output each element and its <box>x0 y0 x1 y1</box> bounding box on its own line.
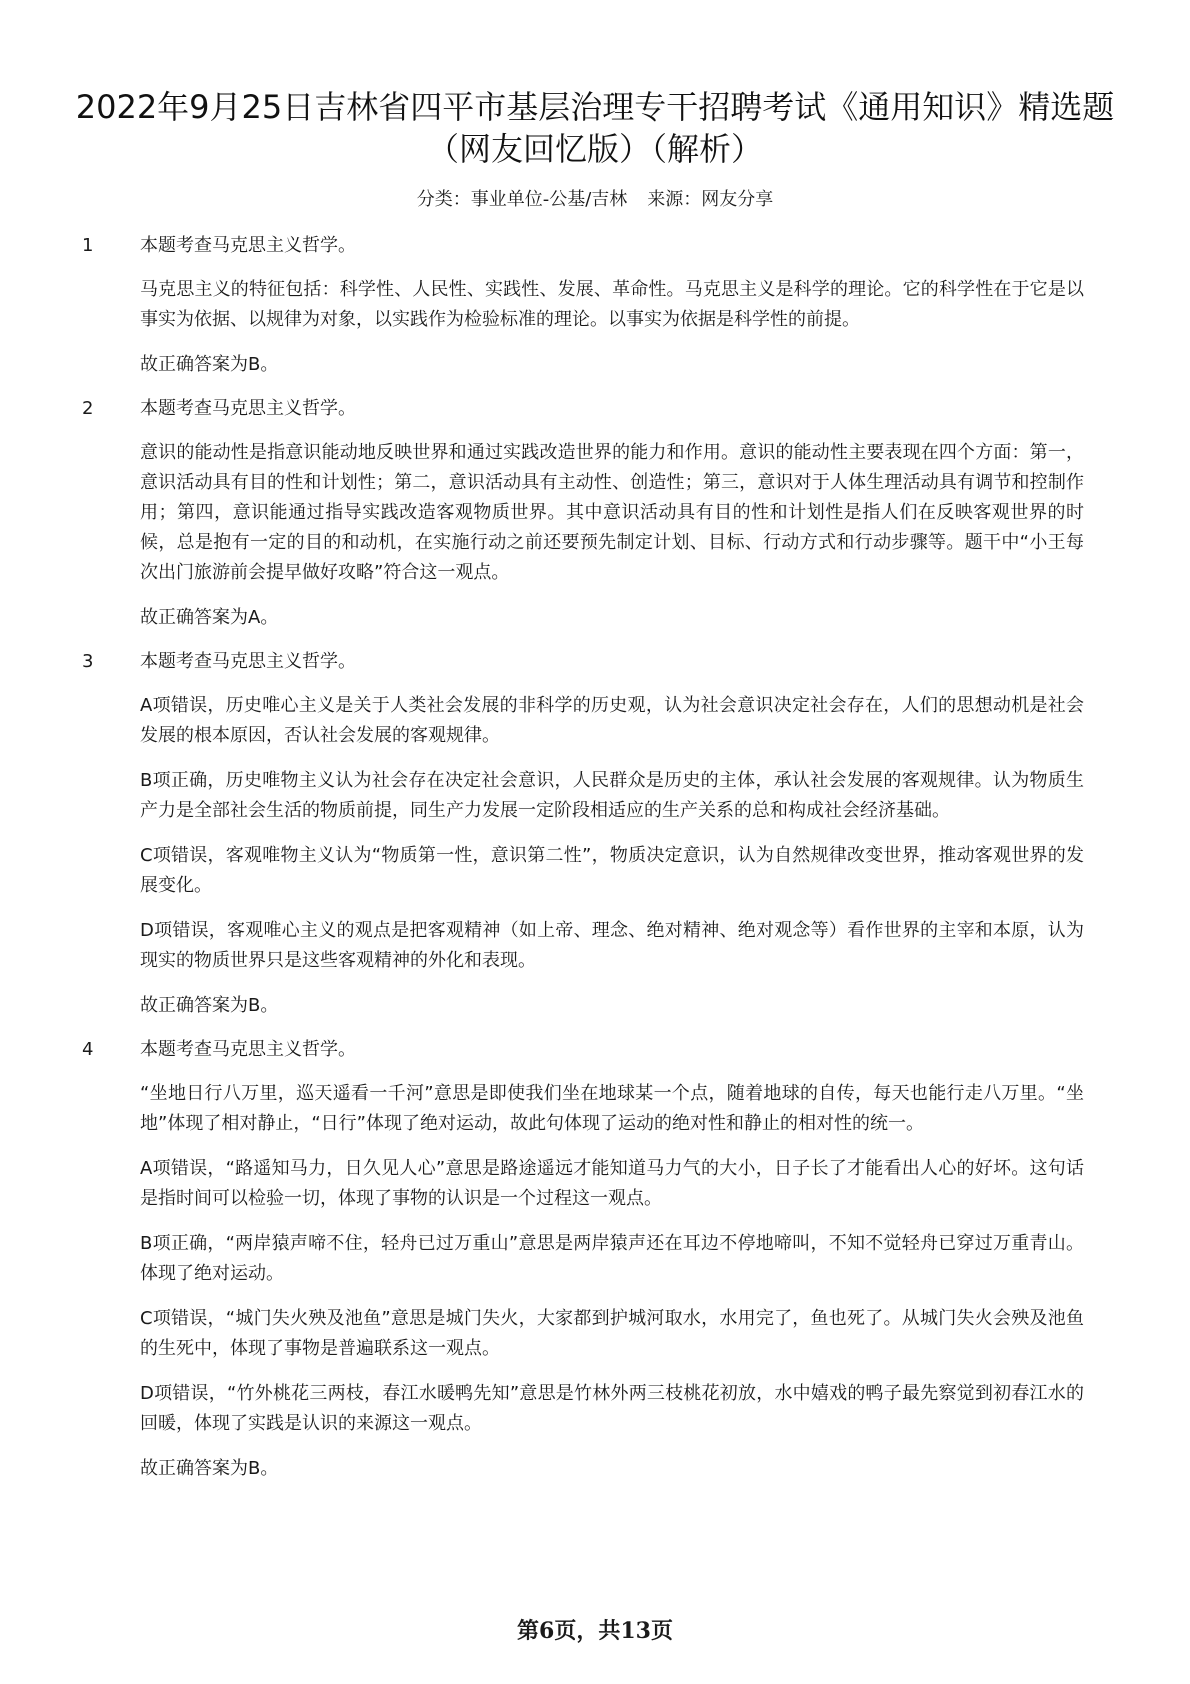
explanation-paragraph: D项错误，客观唯心主义的观点是把客观精神（如上帝、理念、绝对精神、绝对观念等）看作世界的主宰和本原，认为现实的物质世界只是这些客观精神的外化和表现。 <box>140 920 1084 971</box>
answer-list <box>0 232 1190 1499</box>
question-number: 4 <box>82 1039 94 1060</box>
question-block <box>0 232 1190 380</box>
explanation-paragraph: A项错误，历史唯心主义是关于人类社会发展的非科学的历史观，认为社会意识决定社会存在，人们的思想动机是社会发展的根本原因，否认社会发展的客观规律。 <box>140 695 1084 746</box>
explanation-paragraph: 马克思主义的特征包括：科学性、人民性、实践性、发展、革命性。马克思主义是科学的理论。它的科学性在于它是以事实为依据、以规律为对象，以实践作为检验标准的理论。以事实为依据是科学性的前提。 <box>140 279 1084 330</box>
explanation-paragraph: 故正确答案为B。 <box>140 995 279 1016</box>
question-number: 3 <box>82 651 94 672</box>
page-number: 第6页，共13页 <box>517 1618 673 1644</box>
explanation-paragraph: 故正确答案为B。 <box>140 1458 279 1479</box>
explanation-paragraph: “坐地日行八万里，巡天遥看一千河”意思是即使我们坐在地球某一个点，随着地球的自传，每天也能行走八万里。“坐地”体现了相对静止，“日行”体现了绝对运动，故此句体现了运动的绝对性和静止的相对性的统一。 <box>140 1083 1084 1134</box>
question-block <box>0 1036 1190 1484</box>
document-meta <box>0 188 1190 212</box>
document-title: 2022年9月25日吉林省四平市基层治理专干招聘考试《通用知识》精选题（网友回忆版）（解析） <box>75 88 1115 168</box>
explanation-paragraph: B项正确，“两岸猿声啼不住，轻舟已过万重山”意思是两岸猿声还在耳边不停地啼叫，不知不觉轻舟已穿过万重青山。体现了绝对运动。 <box>140 1233 1084 1284</box>
source-label: 来源：网友分享 <box>647 189 774 210</box>
explanation-paragraph: C项错误，“城门失火殃及池鱼”意思是城门失火，大家都到护城河取水，水用完了，鱼也死了。从城门失火会殃及池鱼的生死中，体现了事物是普遍联系这一观点。 <box>140 1308 1084 1359</box>
question-number: 1 <box>82 235 94 256</box>
question-block <box>0 648 1190 1021</box>
question-topic: 本题考查马克思主义哲学。 <box>140 1039 356 1060</box>
explanation-paragraph: 故正确答案为A。 <box>140 607 279 628</box>
question-number: 2 <box>82 398 94 419</box>
explanation-paragraph: 意识的能动性是指意识能动地反映世界和通过实践改造世界的能力和作用。意识的能动性主要表现在四个方面：第一，意识活动具有目的性和计划性；第二，意识活动具有主动性、创造性；第三，意识对于人体生理活动具有调节和控制作用；第四，意识能通过指导实践改造客观物质世界。其中意识活动具有目的性和计划性是指人们在反映客观世界的时候，总是抱有一定的目的和动机，在实施行动之前还要预先制定计划、目标、行动方式和行动步骤等。题干中“小王每次出门旅游前会提早做好攻略”符合这一观点。 <box>140 442 1084 583</box>
question-topic: 本题考查马克思主义哲学。 <box>140 651 356 672</box>
category-label: 分类：事业单位-公基/吉林 <box>416 189 628 210</box>
explanation-paragraph: 故正确答案为B。 <box>140 354 279 375</box>
explanation-paragraph: B项正确，历史唯物主义认为社会存在决定社会意识，人民群众是历史的主体，承认社会发展的客观规律。认为物质生产力是全部社会生活的物质前提，同生产力发展一定阶段相适应的生产关系的总和构成社会经济基础。 <box>140 770 1084 821</box>
question-topic: 本题考查马克思主义哲学。 <box>140 235 356 256</box>
question-block <box>0 395 1190 633</box>
explanation-paragraph: D项错误，“竹外桃花三两枝，春江水暖鸭先知”意思是竹林外两三枝桃花初放，水中嬉戏的鸭子最先察觉到初春江水的回暖，体现了实践是认识的来源这一观点。 <box>140 1383 1084 1434</box>
explanation-paragraph: C项错误，客观唯物主义认为“物质第一性，意识第二性”，物质决定意识，认为自然规律改变世界，推动客观世界的发展变化。 <box>140 845 1084 896</box>
question-topic: 本题考查马克思主义哲学。 <box>140 398 356 419</box>
explanation-paragraph: A项错误，“路遥知马力，日久见人心”意思是路途遥远才能知道马力气的大小，日子长了才能看出人心的好坏。这句话是指时间可以检验一切，体现了事物的认识是一个过程这一观点。 <box>140 1158 1084 1209</box>
